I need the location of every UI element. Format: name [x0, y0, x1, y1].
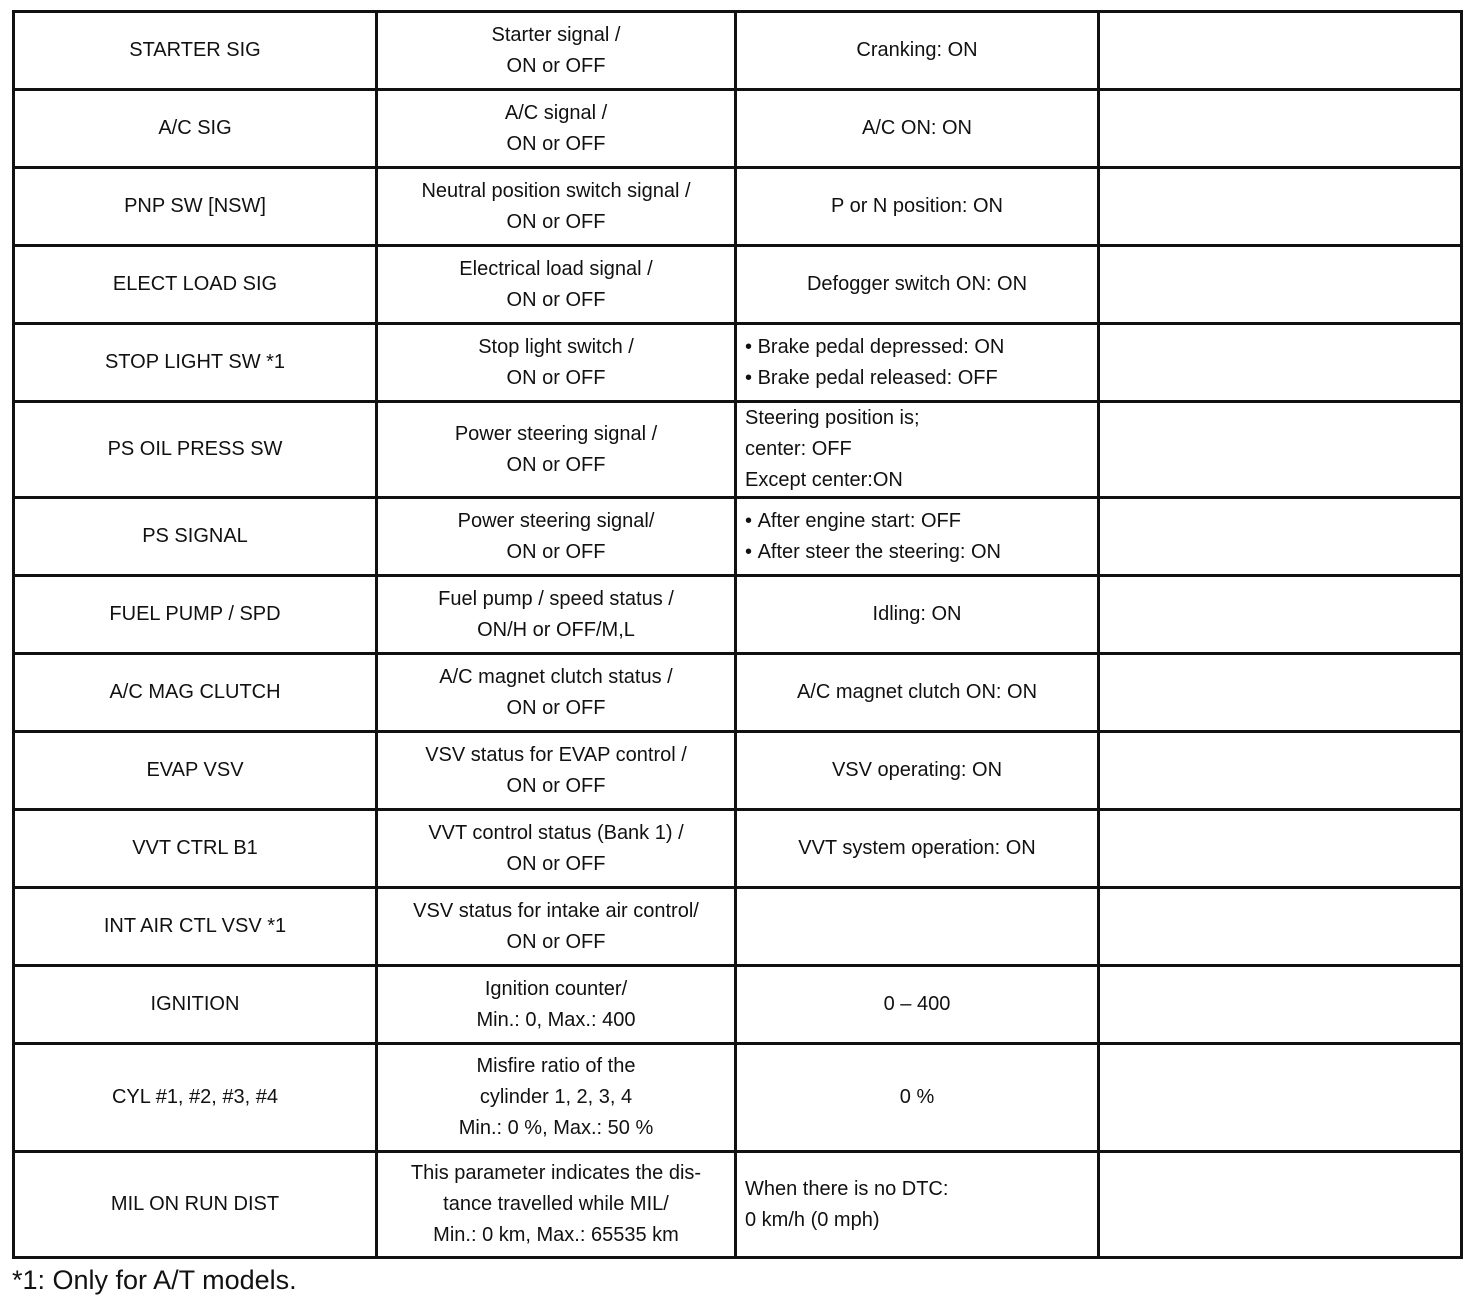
description-line: Min.: 0 km, Max.: 65535 km: [433, 1224, 679, 1246]
description-cell: [377, 324, 736, 402]
normal-condition-line: When there is no DTC:: [745, 1177, 949, 1200]
description-cell: [377, 90, 736, 168]
table-row: [14, 168, 1462, 246]
description-line: Stop light switch /: [478, 335, 634, 358]
description-line: VSV status for EVAP control /: [425, 743, 687, 766]
description-line: ON or OFF: [506, 288, 606, 311]
notes-cell: [1099, 654, 1462, 732]
description-line: ON or OFF: [506, 696, 606, 719]
notes-cell: [1099, 168, 1462, 246]
parameter-name-cell: [14, 1044, 377, 1152]
table-row: [14, 324, 1462, 402]
normal-condition-cell: [736, 12, 1099, 90]
description-cell: [377, 1044, 736, 1152]
normal-condition-line: Defogger switch ON: ON: [806, 273, 1028, 295]
parameter-name: IGNITION: [150, 993, 240, 1015]
parameter-name: PS OIL PRESS SW: [107, 438, 283, 460]
notes-cell: [1099, 1044, 1462, 1152]
normal-condition-cell: [736, 402, 1099, 498]
normal-condition-cell: [736, 966, 1099, 1044]
normal-condition-cell: [736, 1044, 1099, 1152]
description-line: ON or OFF: [506, 54, 606, 77]
notes-cell: [1099, 576, 1462, 654]
description-cell: [377, 810, 736, 888]
normal-condition-line: VVT system operation: ON: [798, 837, 1036, 859]
parameter-name-cell: [14, 966, 377, 1044]
parameter-name: MIL ON RUN DIST: [110, 1193, 280, 1215]
parameter-name: STARTER SIG: [129, 39, 261, 61]
notes-cell: [1099, 888, 1462, 966]
description-line: A/C magnet clutch status /: [439, 665, 673, 688]
table-row: [14, 12, 1462, 90]
normal-condition-line: VSV operating: ON: [831, 759, 1003, 781]
description-cell: [377, 654, 736, 732]
description-cell: [377, 888, 736, 966]
description-line: ON or OFF: [506, 453, 606, 476]
normal-condition-line: • Brake pedal released: OFF: [745, 363, 1087, 394]
table-row: [14, 888, 1462, 966]
description-line: Power steering signal/: [457, 509, 655, 532]
parameter-name-cell: [14, 654, 377, 732]
parameter-name: EVAP VSV: [146, 759, 244, 781]
description-line: VVT control status (Bank 1) /: [428, 821, 684, 844]
description-line: Power steering signal /: [454, 422, 658, 445]
notes-cell: [1099, 402, 1462, 498]
notes-cell: [1099, 498, 1462, 576]
parameter-name-cell: [14, 90, 377, 168]
description-line: cylinder 1, 2, 3, 4: [479, 1086, 633, 1108]
normal-condition-cell: [736, 324, 1099, 402]
description-cell: [377, 246, 736, 324]
description-cell: [377, 1152, 736, 1258]
notes-cell: [1099, 810, 1462, 888]
normal-condition-cell: [736, 498, 1099, 576]
description-cell: [377, 498, 736, 576]
table-body: [14, 12, 1462, 1258]
description-cell: [377, 402, 736, 498]
description-line: Ignition counter/: [484, 977, 628, 1000]
parameter-name: VVT CTRL B1: [132, 837, 258, 859]
description-cell: [377, 12, 736, 90]
parameter-name: ELECT LOAD SIG: [112, 273, 278, 295]
notes-cell: [1099, 90, 1462, 168]
table-row: [14, 732, 1462, 810]
normal-condition-line: A/C ON: ON: [861, 117, 972, 139]
parameter-name: PS SIGNAL: [142, 525, 248, 547]
table-row: [14, 654, 1462, 732]
notes-cell: [1099, 1152, 1462, 1258]
normal-condition-line: Steering position is;: [745, 407, 920, 429]
normal-condition-line: 0 – 400: [883, 993, 951, 1015]
normal-condition-cell: [736, 654, 1099, 732]
parameter-name-cell: [14, 168, 377, 246]
description-line: Min.: 0, Max.: 400: [476, 1008, 636, 1031]
notes-cell: [1099, 246, 1462, 324]
normal-condition-cell: [736, 1152, 1099, 1258]
footnote: *1: Only for A/T models.: [12, 1265, 297, 1295]
description-line: Misfire ratio of the: [476, 1055, 636, 1077]
parameter-name: FUEL PUMP / SPD: [109, 603, 281, 625]
table-row: [14, 1152, 1462, 1258]
parameter-name-cell: [14, 12, 377, 90]
normal-condition-line: P or N position: ON: [831, 195, 1003, 217]
table-row: [14, 246, 1462, 324]
normal-condition-line: • After engine start: OFF: [745, 506, 1087, 537]
notes-cell: [1099, 732, 1462, 810]
parameter-name: INT AIR CTL VSV *1: [103, 915, 287, 937]
parameter-name-cell: [14, 732, 377, 810]
normal-condition-line: • After steer the steering: ON: [745, 537, 1087, 568]
parameter-name-cell: [14, 498, 377, 576]
normal-condition-line: A/C magnet clutch ON: ON: [796, 681, 1038, 703]
description-cell: [377, 732, 736, 810]
normal-condition-line: Except center:ON: [745, 469, 903, 491]
parameter-name: A/C SIG: [158, 117, 232, 139]
table-row: [14, 402, 1462, 498]
parameter-name-cell: [14, 246, 377, 324]
parameter-name-cell: [14, 576, 377, 654]
description-line: Min.: 0 %, Max.: 50 %: [458, 1117, 654, 1139]
description-line: Neutral position switch signal /: [421, 179, 691, 202]
normal-condition-cell: [736, 810, 1099, 888]
notes-cell: [1099, 966, 1462, 1044]
normal-condition-line: • Brake pedal depressed: ON: [745, 332, 1087, 363]
description-line: ON or OFF: [506, 930, 606, 953]
description-line: ON or OFF: [506, 774, 606, 797]
table-row: [14, 810, 1462, 888]
description-line: Fuel pump / speed status /: [438, 587, 674, 610]
description-cell: [377, 576, 736, 654]
description-cell: [377, 168, 736, 246]
notes-cell: [1099, 12, 1462, 90]
normal-condition-line: 0 km/h (0 mph): [745, 1208, 880, 1231]
description-line: tance travelled while MIL/: [443, 1193, 669, 1215]
normal-condition-line: center: OFF: [745, 438, 852, 460]
parameter-name: PNP SW [NSW]: [124, 195, 266, 217]
description-line: ON or OFF: [506, 366, 606, 389]
description-line: ON or OFF: [506, 852, 606, 875]
parameter-name-cell: [14, 324, 377, 402]
table-row: [14, 90, 1462, 168]
normal-condition-cell: [736, 888, 1099, 966]
description-line: Electrical load signal /: [459, 257, 653, 280]
normal-condition-cell: [736, 732, 1099, 810]
description-line: Starter signal /: [491, 23, 621, 46]
description-cell: [377, 966, 736, 1044]
description-line: ON or OFF: [506, 540, 606, 563]
normal-condition-cell: [736, 246, 1099, 324]
parameter-name: STOP LIGHT SW *1: [104, 351, 286, 373]
normal-condition-line: Idling: ON: [872, 603, 962, 625]
parameter-name-cell: [14, 810, 377, 888]
parameter-name-cell: [14, 402, 377, 498]
description-line: ON or OFF: [506, 210, 606, 233]
table-row: [14, 966, 1462, 1044]
description-line: A/C signal /: [504, 101, 608, 124]
parameter-name: A/C MAG CLUTCH: [109, 681, 281, 703]
normal-condition-cell: [736, 576, 1099, 654]
parameter-name: CYL #1, #2, #3, #4: [111, 1086, 279, 1108]
table-row: [14, 576, 1462, 654]
table-row: [14, 1044, 1462, 1152]
data-list-table: [12, 10, 1463, 1259]
description-line: ON/H or OFF/M,L: [477, 618, 635, 641]
description-line: VSV status for intake air control/: [413, 899, 699, 922]
normal-condition-line: 0 %: [899, 1086, 935, 1108]
description-line: This parameter indicates the dis-: [410, 1162, 702, 1184]
table-row: [14, 498, 1462, 576]
normal-condition-cell: [736, 90, 1099, 168]
parameter-name-cell: [14, 1152, 377, 1258]
normal-condition-cell: [736, 168, 1099, 246]
parameter-name-cell: [14, 888, 377, 966]
description-line: ON or OFF: [506, 132, 606, 155]
notes-cell: [1099, 324, 1462, 402]
normal-condition-line: Cranking: ON: [856, 39, 978, 61]
